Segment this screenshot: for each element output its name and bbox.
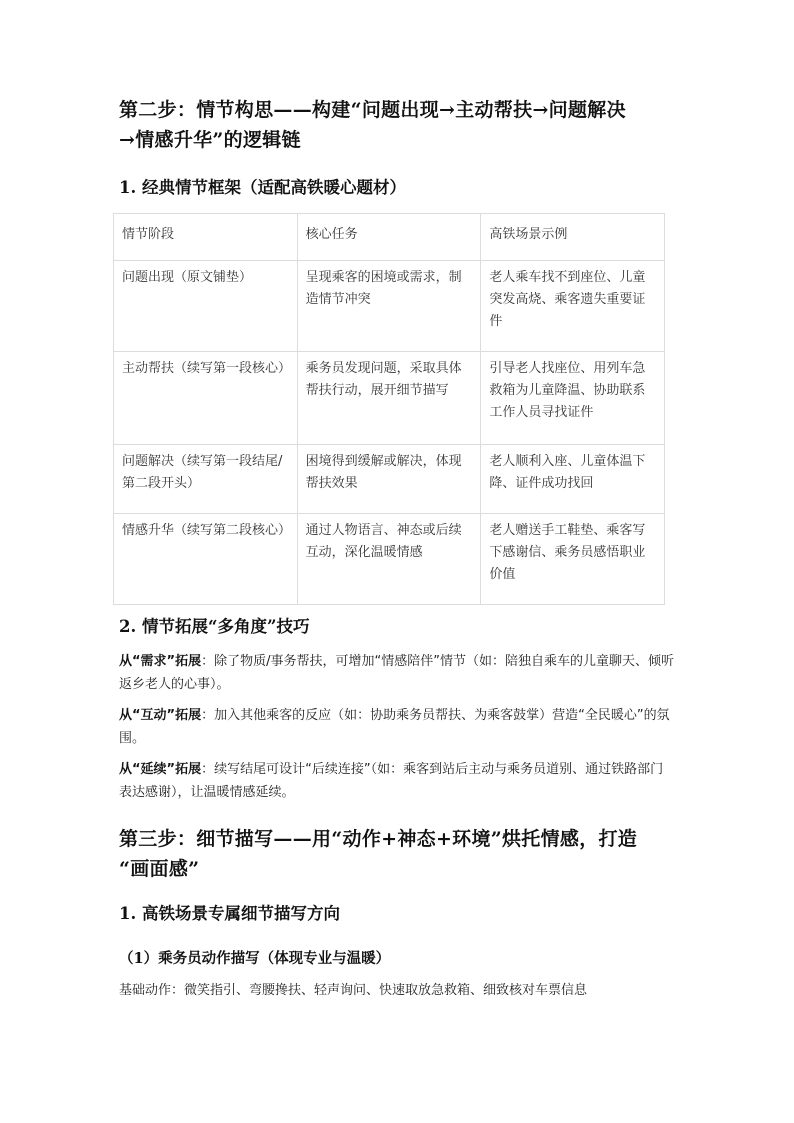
technique-need [119,650,674,696]
technique-text: ：加入其他乘客的反应（如：协助乘务员帮扶、为乘客鼓掌）营造“全民暖心”的氛围。 [119,708,670,746]
step3-heading [119,824,679,884]
table-cell: 呈现乘客的困境或需求，制造情节冲突 [297,261,481,352]
table-cell: 情感升华（续写第二段核心） [114,514,298,605]
table-cell: 通过人物语言、神态或后续互动，深化温暖情感 [297,514,481,605]
table-header-cell: 情节阶段 [114,214,298,261]
technique-text: ：续写结尾可设计“后续连接”（如：乘客到站后主动与乘务员道别、通过铁路部门表达感谢），让温暖情感延续。 [119,762,664,800]
table-cell: 老人顺利入座、儿童体温下降、证件成功找回 [481,445,665,514]
table-cell: 乘务员发现问题，采取具体帮扶行动，展开细节描写 [297,352,481,445]
technique-label: 从“互动”拓展 [119,708,202,723]
technique-text: ：除了物质/事务帮扶，可增加“情感陪伴”情节（如：陪独自乘车的儿童聊天、倾听返乡老人的心事）。 [119,654,674,692]
step3-heading-line2: “画面感” [119,858,200,880]
section3-heading: 1. 高铁场景专属细节描写方向 [119,904,340,923]
section2-heading: 2. 情节拓展“多角度”技巧 [119,617,310,636]
plot-framework-table [113,213,665,605]
table-header-cell: 核心任务 [297,214,481,261]
step2-heading-line1: 第二步：情节构思——构建“问题出现→主动帮扶→问题解决 [119,99,626,121]
table-row [114,445,665,514]
section1-heading: 1. 经典情节框架（适配高铁暖心题材） [119,178,406,197]
section3-subheading: （1）乘务员动作描写（体现专业与温暖） [119,950,391,967]
table-header-cell: 高铁场景示例 [481,214,665,261]
table-header-row [114,214,665,261]
table-row [114,352,665,445]
table-cell: 引导老人找座位、用列车急救箱为儿童降温、协助联系工作人员寻找证件 [481,352,665,445]
technique-label: 从“需求”拓展 [119,654,202,669]
step3-heading-line1: 第三步：细节描写——用“动作+神态+环境”烘托情感，打造 [119,828,638,850]
table-cell: 老人赠送手工鞋垫、乘客写下感谢信、乘务员感悟职业价值 [481,514,665,605]
table-row [114,514,665,605]
table-row [114,261,665,352]
technique-label: 从“延续”拓展 [119,762,202,777]
technique-continuation [119,758,674,804]
step2-heading [119,95,679,155]
table-cell: 问题出现（原文铺垫） [114,261,298,352]
basic-actions-text: 基础动作：微笑指引、弯腰搀扶、轻声询问、快速取放急救箱、细致核对车票信息 [119,983,588,998]
table-cell: 问题解决（续写第一段结尾/第二段开头） [114,445,298,514]
table-cell: 老人乘车找不到座位、儿童突发高烧、乘客遗失重要证件 [481,261,665,352]
step2-heading-line2: →情感升华”的逻辑链 [119,129,301,151]
table-cell: 主动帮扶（续写第一段核心） [114,352,298,445]
table-cell: 困境得到缓解或解决，体现帮扶效果 [297,445,481,514]
technique-interaction [119,704,674,750]
